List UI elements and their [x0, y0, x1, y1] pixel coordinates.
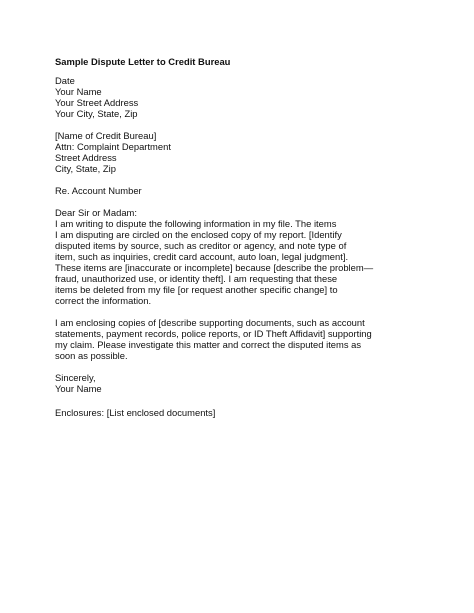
- sender-address-block: [55, 75, 425, 119]
- recipient-street-line: Street Address: [55, 152, 117, 163]
- paragraph-2-line: my claim. Please investigate this matter and correct the disputed items as: [55, 339, 362, 350]
- document-title: Sample Dispute Letter to Credit Bureau: [55, 56, 231, 67]
- greeting: Dear Sir or Madam:: [55, 207, 137, 218]
- closing-block: [55, 372, 425, 394]
- sender-street-line: Your Street Address: [55, 97, 139, 108]
- paragraph-1-line: These items are [inaccurate or incomplete] because [describe the problem—: [55, 262, 374, 273]
- paragraph-1-line: item, such as inquiries, credit card account, auto loan, legal judgment].: [55, 251, 349, 262]
- paragraph-1-line: correct the information.: [55, 295, 152, 306]
- letter-body-paragraph-1: [55, 207, 425, 306]
- recipient-address-block: [55, 130, 425, 174]
- closing-line: Sincerely,: [55, 372, 96, 383]
- recipient-city-line: City, State, Zip: [55, 163, 116, 174]
- recipient-attn-line: Attn: Complaint Department: [55, 141, 171, 152]
- paragraph-2-line: soon as possible.: [55, 350, 128, 361]
- paragraph-1-line: disputed items by source, such as creditor or agency, and note type of: [55, 240, 347, 251]
- paragraph-1-line: fraud, unauthorized use, or identity theft]. I am requesting that these: [55, 273, 338, 284]
- letter-body-paragraph-2: [55, 317, 425, 361]
- paragraph-1-line: items be deleted from my file [or request another specific change] to: [55, 284, 338, 295]
- sender-city-line: Your City, State, Zip: [55, 108, 138, 119]
- signature-name-line: Your Name: [55, 383, 102, 394]
- paragraph-2-line: I am enclosing copies of [describe supporting documents, such as account: [55, 317, 365, 328]
- reference-line: Re. Account Number: [55, 185, 142, 196]
- letter-content: [55, 56, 425, 418]
- recipient-name-line: [Name of Credit Bureau]: [55, 130, 157, 141]
- paragraph-1-line: I am writing to dispute the following information in my file. The items: [55, 218, 337, 229]
- sender-date-line: Date: [55, 75, 75, 86]
- sender-name-line: Your Name: [55, 86, 102, 97]
- paragraph-2-line: statements, payment records, police reports, or ID Theft Affidavit] supporting: [55, 328, 372, 339]
- paragraph-1-line: I am disputing are circled on the enclosed copy of my report. [Identify: [55, 229, 342, 240]
- enclosures-line: Enclosures: [List enclosed documents]: [55, 407, 216, 418]
